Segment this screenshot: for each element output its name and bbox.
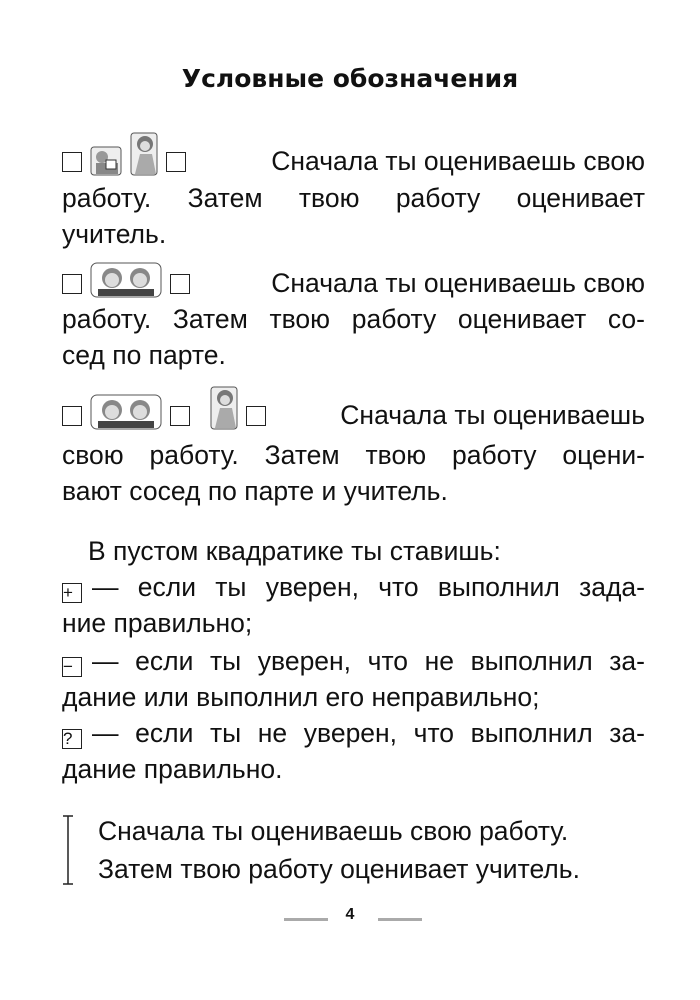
two-classmates-icon <box>90 394 162 430</box>
empty-box-icon <box>166 152 186 172</box>
legend-text: свою работу. Затем твою работу оцени- <box>62 440 645 470</box>
two-classmates-icon <box>90 262 162 298</box>
empty-box-icon <box>62 152 82 172</box>
empty-box-icon <box>62 406 82 426</box>
teacher-icon <box>130 132 158 176</box>
bracket-note-text: Сначала ты оцениваешь свою работу. <box>98 816 569 846</box>
mark-text: ние правильно; <box>62 608 253 638</box>
bracket-note-text: Затем твою работу оценивает учитель. <box>98 854 580 884</box>
page-title: Условные обозначения <box>181 64 519 93</box>
mark-text: — если ты не уверен, что выполнил за- <box>92 718 645 748</box>
legend-item-self-teacher <box>62 144 645 178</box>
bracket-icon <box>62 815 74 885</box>
teacher-icon <box>210 386 238 430</box>
legend-text: Сначала ты оцениваешь свою <box>271 146 645 176</box>
mark-text: дание правильно. <box>62 754 283 784</box>
marks-intro: В пустом квадратике ты ставишь: <box>88 536 501 566</box>
mark-text: дание или выполнил его неправильно; <box>62 682 540 712</box>
empty-box-icon <box>246 406 266 426</box>
empty-box-icon <box>62 274 82 294</box>
plus-box-icon: + <box>62 583 82 603</box>
mark-plus <box>62 570 645 604</box>
legend-text: работу. Затем твою работу оценивает со- <box>62 304 645 334</box>
legend-text: сед по парте. <box>62 340 226 370</box>
legend-text: работу. Затем твою работу оценивает <box>62 183 645 213</box>
legend-text: Сначала ты оцениваешь свою <box>271 268 645 298</box>
question-box-icon: ? <box>62 729 82 749</box>
legend-item-self-classmate-teacher <box>62 398 645 432</box>
empty-box-icon <box>170 274 190 294</box>
student-reading-icon <box>90 146 122 176</box>
mark-minus <box>62 644 645 678</box>
mark-text: — если ты уверен, что не выполнил за- <box>92 646 645 676</box>
minus-box-icon: − <box>62 657 82 677</box>
page-number: 4 <box>345 906 355 923</box>
legend-text: Сначала ты оцениваешь <box>340 400 645 430</box>
legend-item-self-classmate <box>62 266 645 300</box>
legend-text: учитель. <box>62 219 167 249</box>
divider <box>378 918 422 921</box>
empty-box-icon <box>170 406 190 426</box>
mark-question <box>62 716 645 750</box>
legend-text: вают сосед по парте и учитель. <box>62 476 448 506</box>
mark-text: — если ты уверен, что выполнил зада- <box>92 572 645 602</box>
